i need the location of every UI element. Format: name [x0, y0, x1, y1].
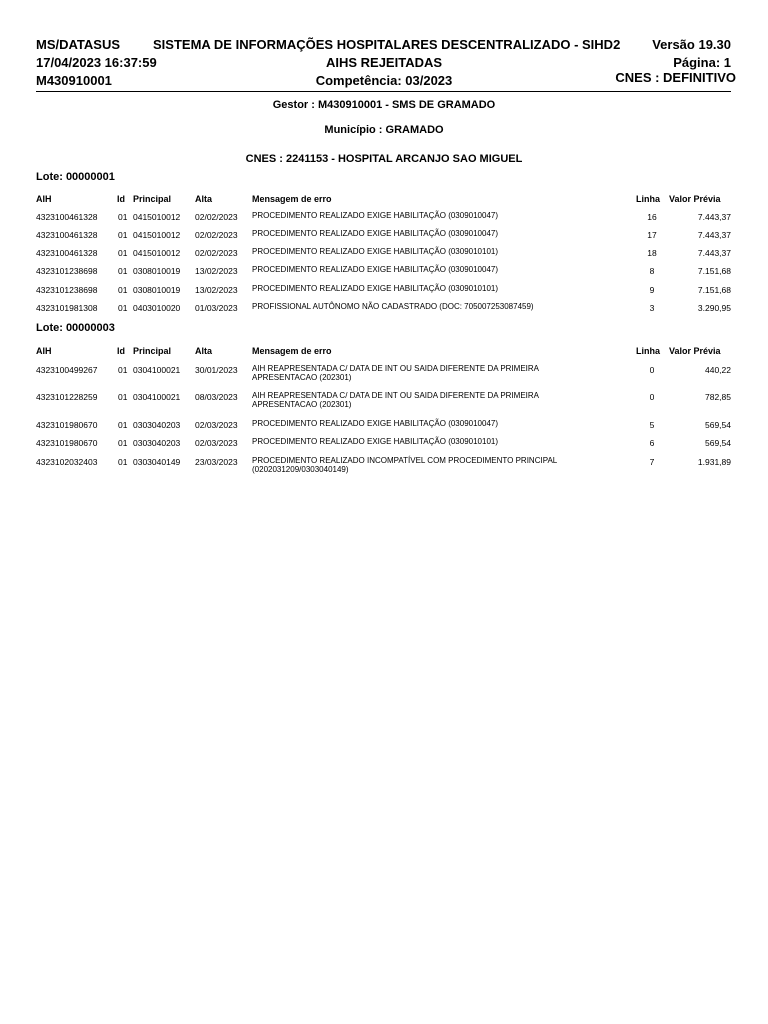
header-divider: [36, 91, 731, 92]
col-principal: Principal: [133, 346, 172, 356]
cell-principal: 0303040203: [133, 420, 181, 430]
cell-valor: 7.151,68: [697, 266, 731, 276]
cell-alta: 02/03/2023: [195, 420, 238, 430]
cell-alta: 02/02/2023: [195, 248, 238, 258]
cell-linha: 17: [647, 230, 657, 240]
gestor-line: Gestor : M430910001 - SMS DE GRAMADO: [272, 99, 496, 111]
cell-id: 01: [118, 248, 128, 258]
cell-principal: 0415010012: [133, 248, 181, 258]
cell-alta: 02/03/2023: [195, 438, 238, 448]
cell-id: 01: [118, 365, 128, 375]
col-id: Id: [117, 346, 125, 356]
org-name: MS/DATASUS: [36, 37, 121, 52]
cell-aih: 4323101228259: [36, 392, 98, 402]
col-principal: Principal: [133, 194, 172, 204]
cell-id: 01: [118, 438, 128, 448]
cell-aih: 4323100461328: [36, 248, 98, 258]
cell-mensagem: AIH REAPRESENTADA C/ DATA DE INT OU SAIDA DIFERENTE DA PRIMEIRA APRESENTACAO (202301): [252, 391, 539, 409]
report-title: AIHS REJEITADAS: [325, 55, 443, 70]
cell-mensagem: AIH REAPRESENTADA C/ DATA DE INT OU SAIDA DIFERENTE DA PRIMEIRA APRESENTACAO (202301): [252, 364, 539, 382]
cell-principal: 0303040203: [133, 438, 181, 448]
version-label: Versão 19.30: [652, 37, 731, 52]
cell-principal: 0304100021: [133, 365, 181, 375]
cell-alta: 02/02/2023: [195, 212, 238, 222]
col-alta: Alta: [195, 346, 213, 356]
cell-valor: 7.443,37: [697, 212, 731, 222]
cell-alta: 01/03/2023: [195, 303, 238, 313]
lote-label: Lote: 00000003: [36, 322, 115, 334]
cell-valor: 1.931,89: [697, 457, 731, 467]
gestor-code: M430910001: [36, 73, 112, 88]
col-aih: AIH: [36, 346, 52, 356]
col-aih: AIH: [36, 194, 52, 204]
col-linha: Linha: [636, 194, 660, 204]
cell-alta: 02/02/2023: [195, 230, 238, 240]
cell-principal: 0308010019: [133, 266, 181, 276]
cell-linha: 0: [649, 392, 655, 402]
municipio-line: Município : GRAMADO: [324, 124, 444, 136]
cell-id: 01: [118, 212, 128, 222]
cell-valor: 7.443,37: [697, 230, 731, 240]
cell-id: 01: [118, 457, 128, 467]
cell-alta: 30/01/2023: [195, 365, 238, 375]
cell-id: 01: [118, 392, 128, 402]
cell-aih: 4323100461328: [36, 212, 98, 222]
cell-linha: 16: [647, 212, 657, 222]
cell-principal: 0308010019: [133, 285, 181, 295]
cnes-line: CNES : 2241153 - HOSPITAL ARCANJO SAO MIGUEL: [245, 153, 523, 165]
cell-principal: 0415010012: [133, 212, 181, 222]
cell-linha: 7: [649, 457, 655, 467]
cell-linha: 0: [649, 365, 655, 375]
cell-aih: 4323100461328: [36, 230, 98, 240]
cnes-status: CNES : DEFINITIVO: [615, 70, 736, 85]
cell-aih: 4323100499267: [36, 365, 98, 375]
cell-valor: 782,85: [705, 392, 731, 402]
cell-mensagem: PROCEDIMENTO REALIZADO INCOMPATÍVEL COM PROCEDIMENTO PRINCIPAL (0202031209/0303040149): [252, 456, 557, 474]
cell-principal: 0415010012: [133, 230, 181, 240]
cell-valor: 7.151,68: [697, 285, 731, 295]
cell-mensagem: PROCEDIMENTO REALIZADO EXIGE HABILITAÇÃO (0309010047): [252, 229, 499, 238]
cell-linha: 3: [649, 303, 655, 313]
cell-aih: 4323101980670: [36, 420, 98, 430]
col-valor: Valor Prévia: [669, 346, 721, 356]
cell-mensagem: PROCEDIMENTO REALIZADO EXIGE HABILITAÇÃO (0309010047): [252, 211, 499, 220]
cell-alta: 08/03/2023: [195, 392, 238, 402]
col-alta: Alta: [195, 194, 213, 204]
cell-aih: 4323101980670: [36, 438, 98, 448]
cell-alta: 13/02/2023: [195, 266, 238, 276]
cell-aih: 4323101238698: [36, 285, 98, 295]
cell-mensagem: PROCEDIMENTO REALIZADO EXIGE HABILITAÇÃO (0309010047): [252, 419, 499, 428]
cell-principal: 0303040149: [133, 457, 181, 467]
col-linha: Linha: [636, 346, 660, 356]
col-mensagem: Mensagem de erro: [252, 194, 332, 204]
col-valor: Valor Prévia: [669, 194, 721, 204]
cell-id: 01: [118, 230, 128, 240]
competencia: Competência: 03/2023: [315, 73, 453, 88]
cell-mensagem: PROCEDIMENTO REALIZADO EXIGE HABILITAÇÃO (0309010101): [252, 437, 499, 446]
cell-principal: 0304100021: [133, 392, 181, 402]
lote-label: Lote: 00000001: [36, 171, 115, 183]
cell-mensagem: PROCEDIMENTO REALIZADO EXIGE HABILITAÇÃO (0309010101): [252, 247, 499, 256]
cell-mensagem: PROCEDIMENTO REALIZADO EXIGE HABILITAÇÃO (0309010047): [252, 265, 499, 274]
col-mensagem: Mensagem de erro: [252, 346, 332, 356]
cell-aih: 4323101981308: [36, 303, 98, 313]
page-number: Página: 1: [673, 55, 731, 70]
cell-mensagem: PROFISSIONAL AUTÔNOMO NÃO CADASTRADO (DOC: 705007253087459): [252, 302, 534, 311]
cell-id: 01: [118, 420, 128, 430]
report-datetime: 17/04/2023 16:37:59: [36, 55, 157, 70]
cell-linha: 18: [647, 248, 657, 258]
cell-alta: 23/03/2023: [195, 457, 238, 467]
system-name: SISTEMA DE INFORMAÇÕES HOSPITALARES DESCENTRALIZADO - SIHD2: [153, 37, 621, 52]
cell-aih: 4323101238698: [36, 266, 98, 276]
cell-linha: 9: [649, 285, 655, 295]
cell-valor: 569,54: [705, 438, 731, 448]
cell-valor: 440,22: [705, 365, 731, 375]
cell-valor: 569,54: [705, 420, 731, 430]
cell-id: 01: [118, 266, 128, 276]
cell-id: 01: [118, 285, 128, 295]
cell-linha: 5: [649, 420, 655, 430]
cell-id: 01: [118, 303, 128, 313]
cell-valor: 3.290,95: [697, 303, 731, 313]
cell-linha: 6: [649, 438, 655, 448]
cell-valor: 7.443,37: [697, 248, 731, 258]
cell-mensagem: PROCEDIMENTO REALIZADO EXIGE HABILITAÇÃO (0309010101): [252, 284, 499, 293]
cell-linha: 8: [649, 266, 655, 276]
cell-alta: 13/02/2023: [195, 285, 238, 295]
col-id: Id: [117, 194, 125, 204]
cell-principal: 0403010020: [133, 303, 181, 313]
cell-aih: 4323102032403: [36, 457, 98, 467]
